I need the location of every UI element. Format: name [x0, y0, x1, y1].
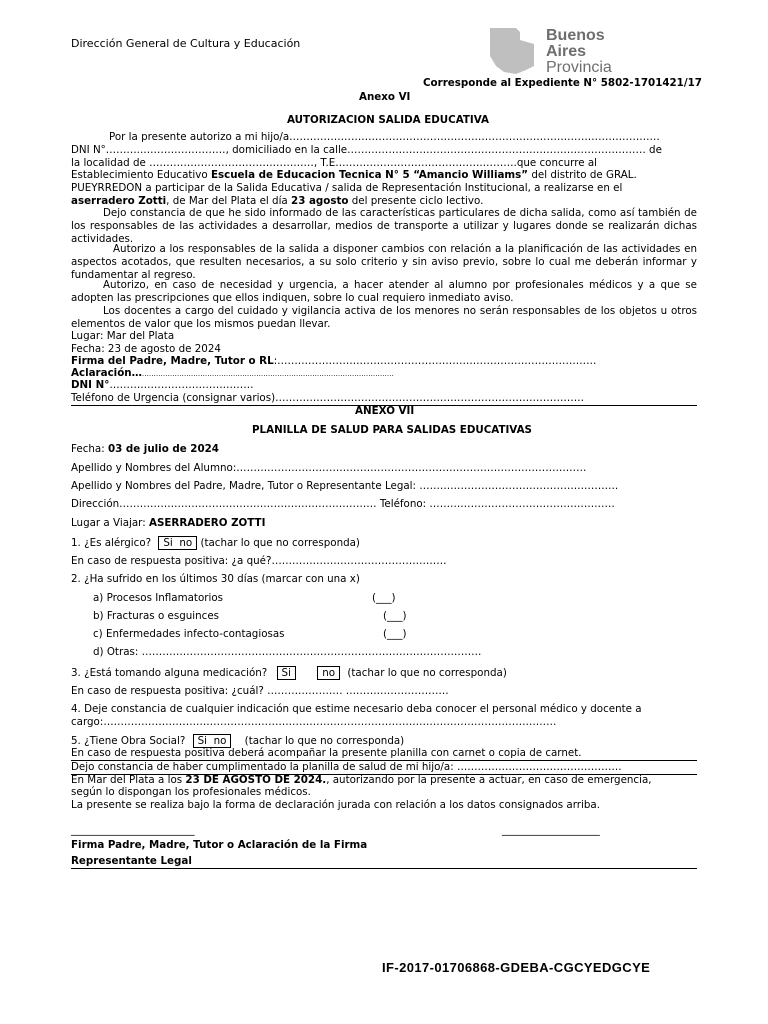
- obra-social-yes-no-box[interactable]: Si no: [193, 734, 232, 748]
- question-allergic: 1. ¿Es alérgico? Si no (tachar lo que no corresponda): [71, 537, 360, 549]
- constancia-line[interactable]: Dejo constancia de haber cumplimentado la planilla de salud de mi hijo/a: …………………………………………: [71, 761, 622, 773]
- p1-line3: la localidad de …………………………………………, T.E…………………………………….……….que concurre al: [71, 156, 598, 169]
- allergic-followup[interactable]: En caso de respuesta positiva: ¿a qué?……………………………………………: [71, 555, 447, 567]
- paragraph-urgency: Autorizo, en caso de necesidad y urgencia, a hacer atender al alumno por profesionales médicos y a que se adopten las prescripciones que ellos indiquen, sobre lo cual requiero inmediato aviso.: [71, 279, 697, 304]
- alumno-field[interactable]: Apellido y Nombres del Alumno:…………………………………………………………………………………………: [71, 462, 587, 474]
- logo-line-2: Aires: [546, 43, 587, 60]
- question-medication: 3. ¿Está tomando alguna medicación? Si no (tachar lo que no corresponda): [71, 667, 507, 679]
- health-fecha: Fecha: 03 de julio de 2024: [71, 443, 219, 455]
- mark-fracturas[interactable]: (___): [383, 610, 407, 622]
- p1-line4: Establecimiento Educativo Escuela de Educacion Tecnica N° 5 “Amancio Williams” del distrito de GRAL.: [71, 169, 637, 182]
- obra-social-note: En caso de respuesta positiva deberá acompañar la presente planilla con carnet o copia de carnet.: [71, 747, 582, 759]
- aclaracion-field[interactable]: Aclaración…………………………………………………………………………………………………: [71, 367, 394, 379]
- firma-field[interactable]: Firma del Padre, Madre, Tutor o RL:…………………………………………………………………………………: [71, 355, 597, 367]
- anexo-vii-title: ANEXO VII: [355, 405, 415, 417]
- fecha-line: Fecha: 23 de agosto de 2024: [71, 343, 221, 355]
- paragraph-responsibility: Los docentes a cargo del cuidado y vigilancia activa de los menores no serán responsables de los objetos u otros elementos de valor que los mismos puedan llevar.: [71, 305, 697, 330]
- mark-enfermedades[interactable]: (___): [383, 628, 407, 640]
- closing-line-1: En Mar del Plata a los 23 DE AGOSTO DE 2024., autorizando por la presente a actuar, en caso de emergencia,: [71, 774, 652, 786]
- anexo-vi-title: Anexo VI: [359, 91, 411, 103]
- question-last-30-days: 2. ¿Ha sufrido en los últimos 30 días (marcar con una x): [71, 573, 360, 585]
- expediente-ref: Corresponde al Expediente N° 5802-1701421/17: [423, 77, 702, 89]
- divider-end: [71, 868, 697, 869]
- signature-line-right[interactable]: ___________________: [502, 824, 600, 836]
- padre-field[interactable]: Apellido y Nombres del Padre, Madre, Tutor o Representante Legal: ………………………………………………….: [71, 480, 619, 492]
- destination-name: aserradero Zotti: [71, 194, 167, 207]
- province-map-icon: [486, 26, 536, 76]
- document-id: IF-2017-01706868-GDEBA-CGCYEDGCYE: [382, 960, 651, 975]
- school-name: Escuela de Educacion Tecnica N° 5 “Amancio Williams”: [210, 169, 529, 182]
- p1-line6: aserradero Zotti, de Mar del Plata el día 23 agosto del presente ciclo lectivo.: [71, 194, 484, 207]
- lugar-line: Lugar: Mar del Plata: [71, 330, 175, 342]
- trip-date: 23 agosto: [291, 194, 349, 207]
- org-name: Dirección General de Cultura y Educación: [71, 37, 301, 50]
- direccion-telefono-field[interactable]: Dirección………………………………………………………………… Teléfono: ………………………………………………: [71, 498, 615, 510]
- medication-yes-box[interactable]: Si: [277, 666, 296, 680]
- authorization-paragraph: [71, 131, 697, 208]
- anexo-vi-subtitle: AUTORIZACION SALIDA EDUCATIVA: [287, 114, 489, 126]
- closing-line-3: La presente se realiza bajo la forma de declaración jurada con relación a los datos consignados arriba.: [71, 799, 601, 811]
- question-indications[interactable]: 4. Deje constancia de cualquier indicación que estime necesario deba conocer el personal médico y docente a cargo:……………………………………………………………………………………………………………………: [71, 703, 642, 728]
- paragraph-changes: Autorizo a los responsables de la salida a disponer cambios con relación a la planificación de las actividades en aspectos acotados, que resulten necesarios, a su solo criterio y sin aviso previo, sobre lo cual me deberán informar y fundamentar al regreso.: [71, 243, 697, 281]
- allergic-yes-no-box[interactable]: Si no: [158, 536, 197, 550]
- anexo-vii-subtitle: PLANILLA DE SALUD PARA SALIDAS EDUCATIVAS: [252, 424, 532, 436]
- logo-line-1: Buenos: [546, 27, 605, 44]
- option-otras[interactable]: d) Otras: ………………………………………………………………………………………: [93, 646, 482, 658]
- logo-line-3: Provincia: [546, 59, 612, 76]
- medication-followup[interactable]: En caso de respuesta positiva: ¿cuál? …………………. …………………………: [71, 685, 449, 697]
- paragraph-informed: Dejo constancia de que he sido informado de las características particulares de dicha salida, como así también de los responsables de las actividades a desarrollar, medios de transporte a utilizar y lugares donde se realizarán dichas actividades.: [71, 207, 697, 245]
- province-logo: [486, 26, 626, 78]
- signature-label-2: Representante Legal: [71, 855, 192, 867]
- lugar-viajar: Lugar a Viajar: ASERRADERO ZOTTI: [71, 517, 266, 529]
- telefono-field[interactable]: Teléfono de Urgencia (consignar varios)………………………………………………………………………………: [71, 392, 585, 404]
- medication-no-box[interactable]: no: [317, 666, 340, 680]
- p1-line5: PUEYRREDON a participar de la Salida Educativa / salida de Representación Institucional, a realizarse en el: [71, 182, 623, 195]
- p1-line2: DNI N°………..……………………, domiciliado en la calle…………………………………………………………………………… de: [71, 143, 662, 156]
- p1-line1: Por la presente autorizo a mi hijo/a………………………………………………………………………………………………: [109, 131, 660, 143]
- option-enfermedades: c) Enfermedades infecto-contagiosas: [93, 628, 285, 640]
- signature-line-left[interactable]: ________________________: [71, 824, 195, 836]
- option-fracturas: b) Fracturas o esguinces: [93, 610, 220, 622]
- mark-inflamatorios[interactable]: (___): [372, 592, 396, 604]
- dni-field[interactable]: DNI N°……………………………………: [71, 379, 254, 391]
- question-obra-social: 5. ¿Tiene Obra Social? Si no (tachar lo que no corresponda): [71, 735, 405, 747]
- signature-label: Firma Padre, Madre, Tutor o Aclaración de la Firma: [71, 839, 368, 851]
- option-inflamatorios: a) Procesos Inflamatorios: [93, 592, 224, 604]
- closing-line-2: según lo dispongan los profesionales médicos.: [71, 786, 311, 798]
